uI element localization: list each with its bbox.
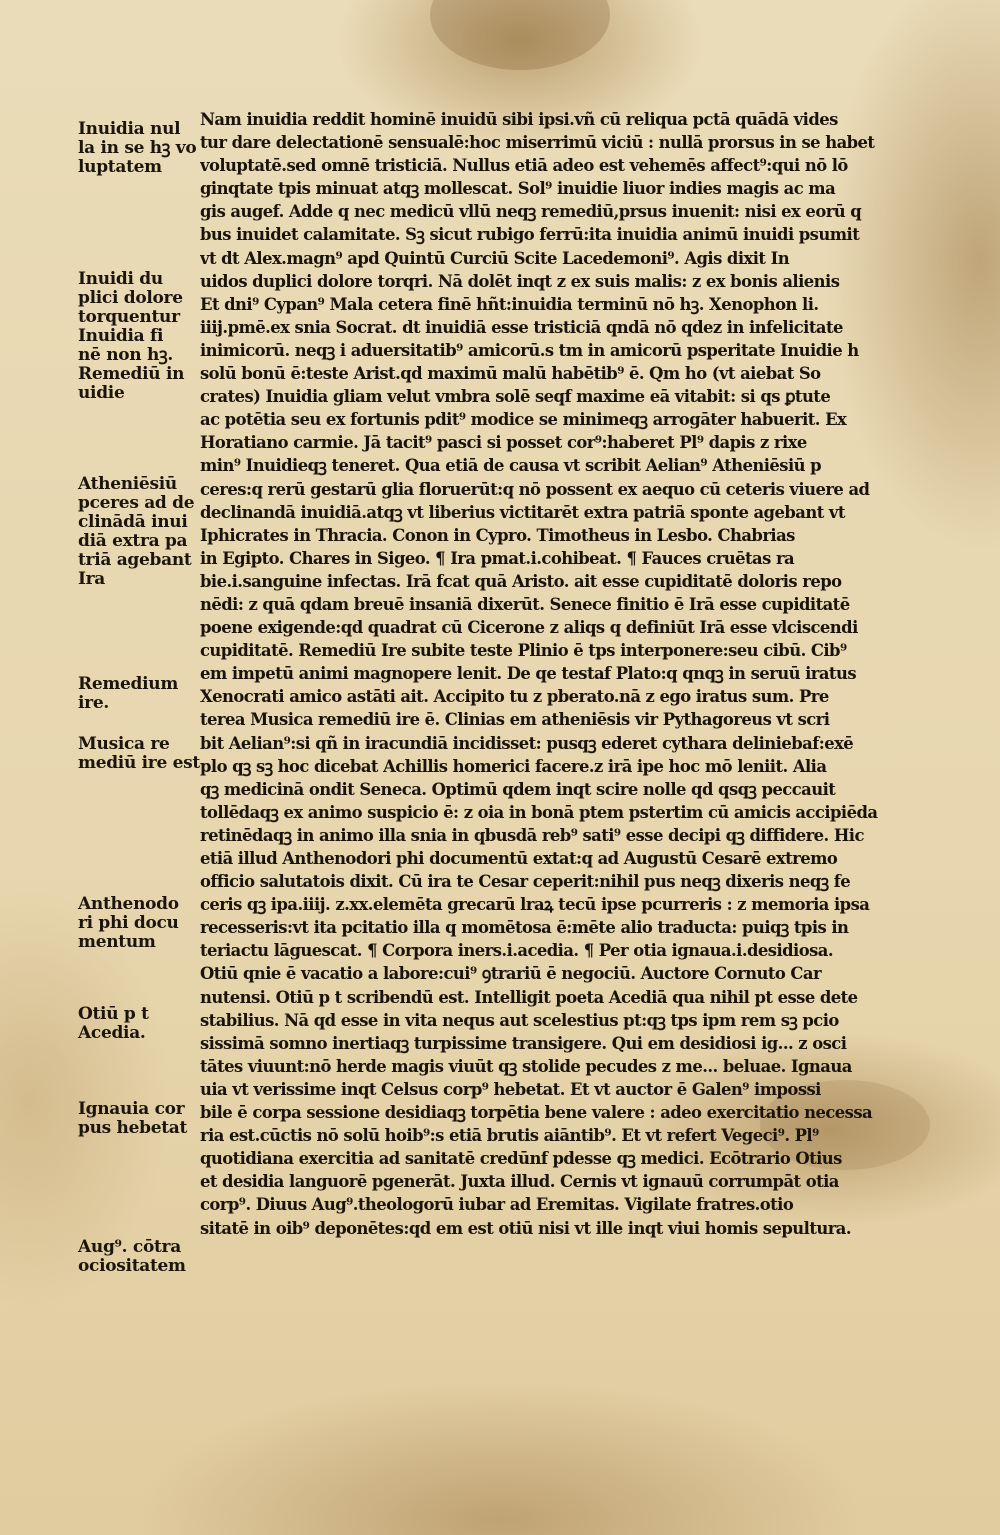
- text-line: etiā illud Anthenodori phi documentū extat:q ad Augustū Cesarē extremo: [200, 849, 838, 868]
- text-line: gis augef. Adde q nec medicū vllū neqꝫ remediū,prsus inuenit: nisi ex eorū q: [200, 202, 862, 222]
- text-line: officio salutatois dixit. Cū ira te Cesar ceperit:nihil pus neqꝫ dixeris neqꝫ fe: [200, 872, 851, 892]
- text-line: Iphicrates in Thracia. Conon in Cypro. Timotheus in Lesbo. Chabrias: [200, 525, 795, 545]
- text-line: solū bonū ē:teste Arist.qd maximū malū habētib⁹ ē. Qm ho (vt aiebat So: [200, 364, 821, 384]
- text-line: retinēdaqꝫ in animo illa snia in qbusdā reb⁹ sati⁹ esse decipi qꝫ diffidere. Hic: [200, 825, 864, 845]
- margin-note: Inuidia nul la in se hꝫ vo luptatem: [78, 119, 197, 177]
- margin-note: Inuidi du plici dolore torquentur Inuidia fi nē non hꝫ. Remediū in uidie: [78, 269, 185, 403]
- text-line: ceris qꝫ ipa.iiij. z.xx.elemēta grecarū lraꝝ tecū ipse pcurreris : z memoria ipsa: [200, 895, 870, 915]
- text-line: Nam inuidia reddit hominē inuidū sibi ipsi.vñ cū reliqua pctā quādā vides: [200, 110, 838, 129]
- text-line: vt dt Alex.magn⁹ apd Quintū Curciū Scite Lacedemoni⁹. Agis dixit In: [200, 248, 790, 268]
- margin-note: Aug⁹. cōtra ociositatem: [78, 1237, 186, 1276]
- text-line: iiij.pmē.ex snia Socrat. dt inuidiā esse tristiciā qndā nō qdez in infelicitate: [200, 317, 843, 337]
- text-line: crates) Inuidia gliam velut vmbra solē seqf maxime eā vitabit: si qs ꝑtute: [200, 387, 831, 407]
- text-line: Horatiano carmie. Jā tacit⁹ pasci si posset cor⁹:haberet Pl⁹ dapis z rixe: [200, 433, 807, 453]
- margin-note: Remedium ire.: [78, 674, 179, 713]
- text-line: min⁹ Inuidieqꝫ teneret. Qua etiā de causa vt scribit Aelian⁹ Atheniēsiū p: [200, 456, 822, 476]
- water-stain-top: [430, 0, 610, 70]
- text-line: corp⁹. Diuus Aug⁹.theologorū iubar ad Eremitas. Vigilate fratres.otio: [200, 1195, 794, 1215]
- main-text-block: [200, 108, 912, 1240]
- text-line: ria est.cūctis nō solū hoib⁹:s etiā brutis aiāntib⁹. Et vt refert Vegeci⁹. Pl⁹: [200, 1126, 819, 1146]
- text-line: in Egipto. Chares in Sigeo. ¶ Ira pmat.i.cohibeat. ¶ Fauces cruētas ra: [200, 548, 795, 568]
- text-line: voluptatē.sed omnē tristiciā. Nullus etiā adeo est vehemēs affect⁹:qui nō lō: [200, 156, 848, 176]
- text-line: teriactu lāguescat. ¶ Corpora iners.i.acedia. ¶ Per otia ignaua.i.desidiosa.: [200, 941, 834, 961]
- text-line: Otiū qnie ē vacatio a labore:cui⁹ ꝯtrariū ē negociū. Auctore Cornuto Car: [200, 964, 822, 984]
- text-line: ceres:q rerū gestarū glia floruerūt:q nō possent ex aequo cū ceteris viuere ad: [200, 479, 870, 499]
- margin-note: Anthenodo ri phi docu mentum: [78, 894, 179, 952]
- text-line: quotidiana exercitia ad sanitatē credūnf pdesse qꝫ medici. Ecōtrario Otius: [200, 1149, 842, 1169]
- text-line: qꝫ medicinā ondit Seneca. Optimū qdem inqt scire nolle qd qsqꝫ peccauit: [200, 779, 836, 799]
- text-line: recesseris:vt ita pcitatio illa q momētosa ē:mēte alio traducta: puiqꝫ tpis in: [200, 918, 849, 938]
- text-line: tātes viuunt:nō herde magis viuūt qꝫ stolide pecudes z me... beluae. Ignaua: [200, 1056, 852, 1076]
- text-line: nutensi. Otiū p t scribendū est. Intelligit poeta Acediā qua nihil pt esse dete: [200, 987, 858, 1007]
- text-line: nēdi: z quā qdam breuē insaniā dixerūt. Senece finitio ē Irā esse cupiditatē: [200, 594, 850, 614]
- text-line: plo qꝫ sꝫ hoc dicebat Achillis homerici facere.z irā ipe hoc mō leniit. Alia: [200, 756, 827, 776]
- text-line: Xenocrati amico astāti ait. Accipito tu z pberato.nā z ego iratus sum. Pre: [200, 687, 829, 707]
- text-line: Et dni⁹ Cypan⁹ Mala cetera finē hñt:inuidia terminū nō hꝫ. Xenophon li.: [200, 294, 819, 314]
- text-line: bus inuidet calamitate. Sꝫ sicut rubigo ferrū:ita inuidia animū inuidi psumit: [200, 225, 860, 245]
- text-line: tur dare delectationē sensualē:hoc miserrimū viciū : nullā prorsus in se habet: [200, 133, 875, 153]
- text-line: terea Musica remediū ire ē. Clinias em atheniēsis vir Pythagoreus vt scri: [200, 710, 830, 730]
- text-line: sissimā somno inertiaqꝫ turpissime transigere. Qui em desidiosi ig... z osci: [200, 1033, 847, 1053]
- text-line: bile ē corpa sessione desidiaqꝫ torpētia bene valere : adeo exercitatio necessa: [200, 1103, 873, 1123]
- margin-note: Atheniēsiū pceres ad de clinādā inui diā extra pa triā agebant Ira: [78, 474, 195, 589]
- text-line: stabilius. Nā qd esse in vita nequs aut scelestius pt:qꝫ tps ipm rem sꝫ pcio: [200, 1010, 839, 1030]
- text-line: ginqtate tpis minuat atqꝫ mollescat. Sol⁹ inuidie liuor indies magis ac ma: [200, 179, 836, 199]
- text-line: uia vt verissime inqt Celsus corp⁹ hebetat. Et vt auctor ē Galen⁹ impossi: [200, 1079, 821, 1099]
- text-line: et desidia languorē pgenerāt. Juxta illud. Cernis vt ignauū corrumpāt otia: [200, 1172, 839, 1192]
- text-line: declinandā inuidiā.atqꝫ vt liberius victitarēt extra patriā sponte agebant vt: [200, 502, 845, 522]
- text-line: cupiditatē. Remediū Ire subite teste Plinio ē tps interponere:seu cibū. Cib⁹: [200, 641, 847, 661]
- text-line: em impetū animi magnopere lenit. De qe testaf Plato:q qnqꝫ in seruū iratus: [200, 664, 856, 684]
- text-line: bie.i.sanguine infectas. Irā fcat quā Aristo. ait esse cupiditatē doloris repo: [200, 571, 842, 591]
- margin-note: Ignauia cor pus hebetat: [78, 1099, 188, 1138]
- text-line: inimicorū. neqꝫ i aduersitatib⁹ amicorū.s tm in amicorū psperitate Inuidie h: [200, 340, 859, 360]
- text-line: ac potētia seu ex fortunis pdit⁹ modice se minimeqꝫ arrogāter habuerit. Ex: [200, 410, 847, 430]
- text-line: bit Aelian⁹:si qñ in iracundiā incidisset: pusqꝫ ederet cythara deliniebaf:exē: [200, 733, 854, 753]
- text-line: uidos duplici dolore torqri. Nā dolēt inqt z ex suis malis: z ex bonis alienis: [200, 271, 840, 291]
- text-line: poene exigende:qd quadrat cū Cicerone z aliqs q definiūt Irā esse vlciscendi: [200, 618, 858, 638]
- margin-note: Otiū p t Acedia.: [78, 1004, 149, 1043]
- text-line: tollēdaqꝫ ex animo suspicio ē: z oia in bonā ptem pstertim cū amicis accipiēda: [200, 802, 878, 822]
- margin-note: Musica re mediū ire est: [78, 734, 200, 773]
- text-line: sitatē in oib⁹ deponētes:qd em est otiū nisi vt ille inqt viui homis sepultura.: [200, 1218, 852, 1238]
